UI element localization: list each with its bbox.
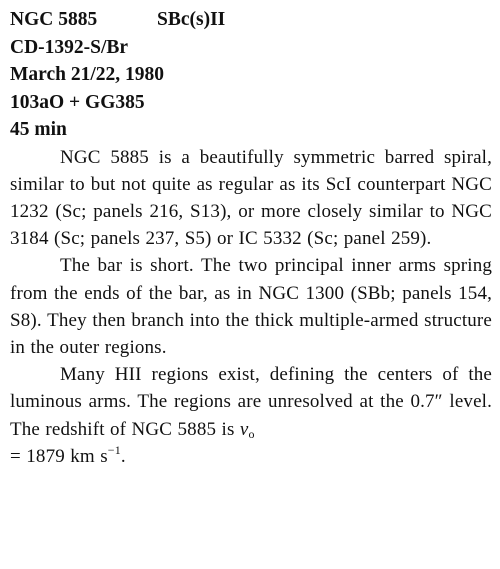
redshift-formula-line [10, 443, 492, 470]
header-line-1 [10, 6, 492, 34]
plate-number: CD-1392-S/Br [10, 36, 129, 58]
galaxy-header [10, 6, 492, 144]
emulsion-filter: 103aO + GG385 [10, 91, 145, 113]
paragraph-hii-text: Many HII regions exist, defining the centers of the luminous arms. The regions are unresolved at the 0.7″ level. The redshift of NGC 5885 is [10, 364, 492, 440]
velocity-symbol: v [239, 418, 249, 440]
document-page [10, 6, 492, 470]
exposure-time: 45 min [10, 119, 67, 140]
paragraph-bar-structure: The bar is short. The two principal inner arms spring from the ends of the bar, as in NGC 1300 (SBb; panels 154, S8). They then branch into the thick multiple-armed structure in the outer regions. [10, 255, 492, 358]
velocity-subscript: o [248, 426, 255, 441]
redshift-value: = 1879 km s [10, 445, 108, 467]
paragraph-description: NGC 5885 is a beautifully symmetric barred spiral, similar to but not quite as regular as its ScI counterpart NGC 1232 (Sc; panels 216, S13), or more closely similar to NGC 3184 (Sc; panels 237, S5) or IC 5332 (Sc; panel 259). [10, 146, 492, 250]
galaxy-type: SBc(s)II [157, 9, 226, 30]
galaxy-name: NGC 5885 [10, 9, 98, 30]
redshift-end: . [120, 445, 126, 467]
redshift-exponent: −1 [107, 442, 121, 457]
observation-date: March 21/22, 1980 [10, 64, 165, 85]
paragraph-hii-regions [10, 361, 492, 470]
